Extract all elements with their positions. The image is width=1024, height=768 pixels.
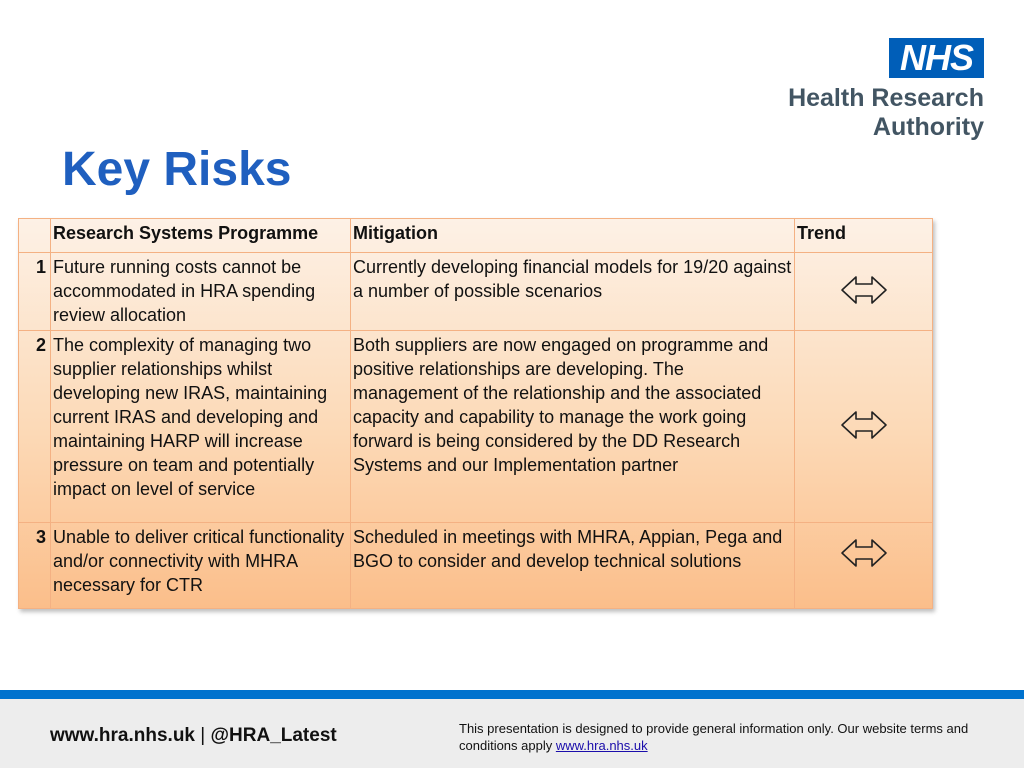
trend-cell: [795, 523, 933, 609]
risk-number: 3: [19, 523, 51, 609]
table-header-row: [19, 219, 933, 253]
footer-site: www.hra.nhs.uk: [50, 725, 195, 746]
footer-contact: [50, 725, 337, 747]
risk-mitigation: Both suppliers are now engaged on programme and positive relationships are developing. The management of the relationship and the associated capacity and capability to manage the work going forward is being considered by the DD Research Systems and our Implementation partner: [351, 331, 795, 523]
website-link[interactable]: www.hra.nhs.uk: [555, 738, 648, 753]
trend-cell: [795, 331, 933, 523]
org-name-line1: Health Research: [788, 84, 984, 112]
org-name-line2: Authority: [872, 113, 984, 141]
disclaimer-text: This presentation is designed to provide general information only. Our website terms and conditions apply: [459, 721, 969, 753]
header-trend: Trend: [795, 219, 933, 253]
header-number: [19, 219, 51, 253]
footer-disclaimer: [459, 720, 999, 754]
left-right-arrow-icon: [840, 409, 888, 441]
key-risks-table: [18, 218, 933, 609]
hra-logo: [774, 38, 984, 142]
page-title: Key Risks: [62, 143, 292, 196]
header-mitigation: Mitigation: [351, 219, 795, 253]
risk-description: The complexity of managing two supplier relationships whilst developing new IRAS, maintaining current IRAS and developing and maintaining HARP will increase pressure on team and potentially impact on level of service: [51, 331, 351, 523]
risk-description: Future running costs cannot be accommodated in HRA spending review allocation: [51, 253, 351, 331]
footer-handle: @HRA_Latest: [210, 725, 337, 746]
footer-separator: |: [200, 725, 206, 746]
table-row: [19, 523, 933, 609]
risk-number: 1: [19, 253, 51, 331]
footer-accent-bar: [0, 690, 1024, 699]
risk-description: Unable to deliver critical functionality and/or connectivity with MHRA necessary for CTR: [51, 523, 351, 609]
trend-cell: [795, 253, 933, 331]
table-row: [19, 253, 933, 331]
table-row: [19, 331, 933, 523]
risk-mitigation: Scheduled in meetings with MHRA, Appian, Pega and BGO to consider and develop technical solutions: [351, 523, 795, 609]
risk-number: 2: [19, 331, 51, 523]
left-right-arrow-icon: [840, 274, 888, 306]
footer: [0, 699, 1024, 768]
nhs-logo: NHS: [889, 38, 984, 78]
left-right-arrow-icon: [840, 537, 888, 569]
header-programme: Research Systems Programme: [51, 219, 351, 253]
risk-mitigation: Currently developing financial models for 19/20 against a number of possible scenarios: [351, 253, 795, 331]
